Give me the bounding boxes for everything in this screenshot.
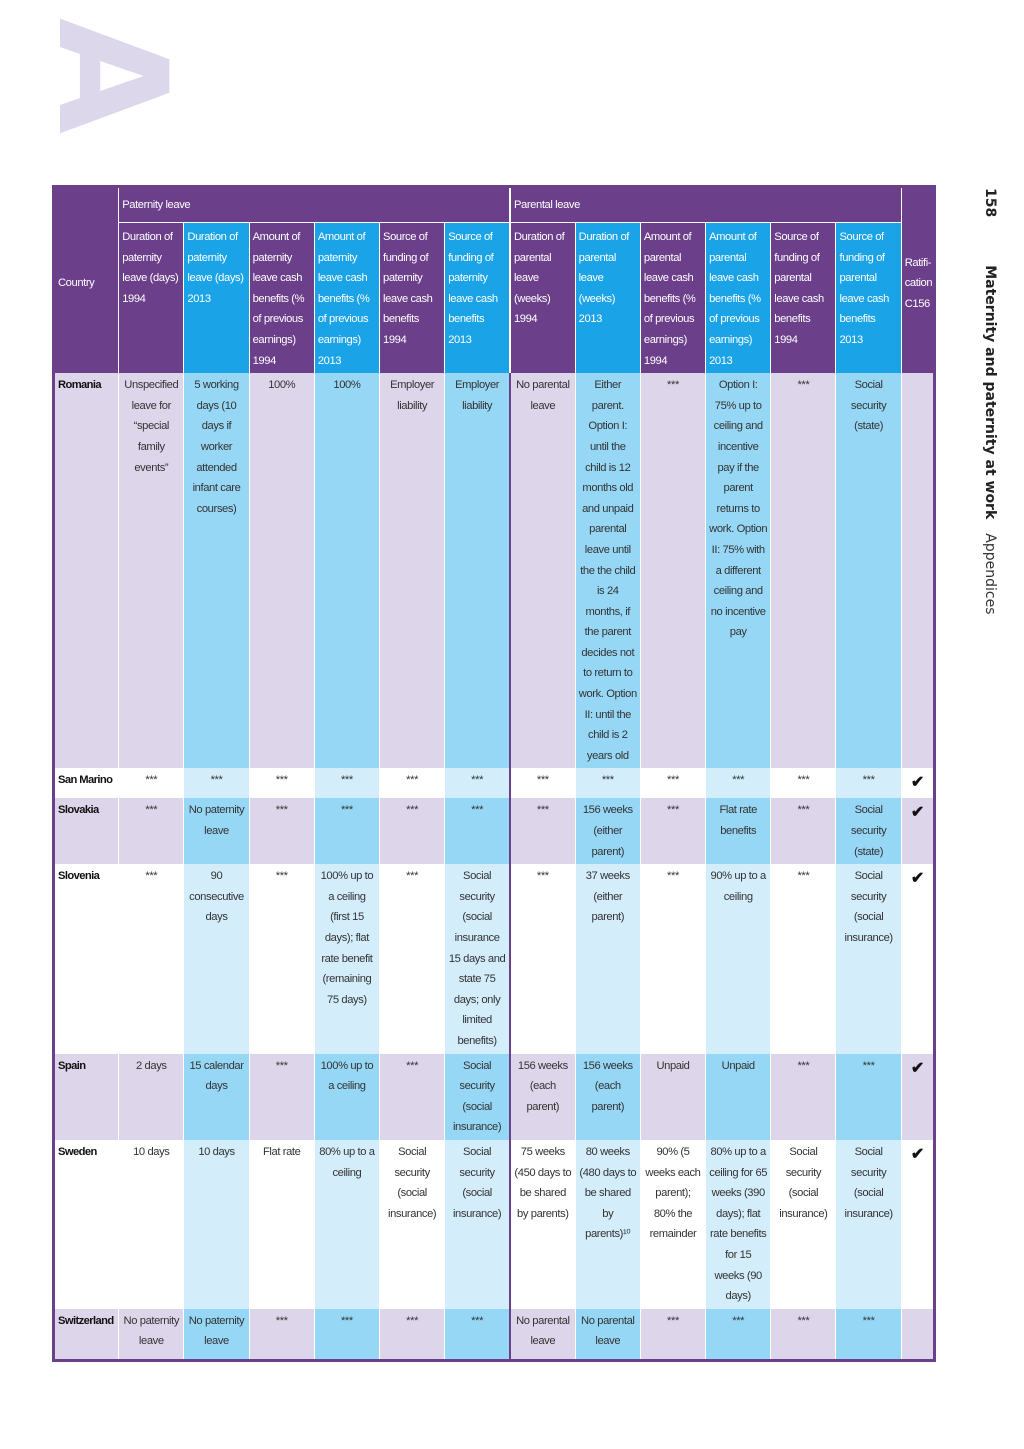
section-name: Appendices: [982, 533, 998, 615]
ratification-checkmark: ✔: [901, 1054, 934, 1140]
table-cell: 80 weeks (480 days to be shared by parents)¹⁰: [575, 1140, 640, 1309]
ratification-checkmark: ✔: [901, 864, 934, 1053]
table-cell: 156 weeks (each parent): [510, 1054, 575, 1140]
table-cell: ***: [640, 864, 705, 1053]
header-paternity-leave: Paternity leave: [119, 187, 510, 223]
header-column: Amount of parental leave cash benefits (% of previous earnings) 1994: [640, 223, 705, 374]
header-column: Source of funding of paternity leave cash benefits 2013: [445, 223, 510, 374]
table-cell: 80% up to a ceiling for 65 weeks (390 days); flat rate benefits for 15 weeks (90 days): [706, 1140, 771, 1309]
country-cell: Sweden: [54, 1140, 119, 1309]
table-cell: 10 days: [184, 1140, 249, 1309]
table-cell: ***: [836, 1054, 901, 1140]
table-cell: ***: [380, 798, 445, 864]
table-cell: ***: [184, 768, 249, 798]
table-cell: 80% up to a ceiling: [314, 1140, 379, 1309]
table-cell: 37 weeks (either parent): [575, 864, 640, 1053]
table-cell: 5 working days (10 days if worker attended infant care courses): [184, 373, 249, 768]
ratification-checkmark: ✔: [901, 798, 934, 864]
table-cell: 156 weeks (each parent): [575, 1054, 640, 1140]
table-cell: 100% up to a ceiling: [314, 1054, 379, 1140]
table-cell: 90% (5 weeks each parent); 80% the remainder: [640, 1140, 705, 1309]
table-cell: ***: [380, 1054, 445, 1140]
table-cell: ***: [706, 1309, 771, 1361]
table-cell: 156 weeks (either parent): [575, 798, 640, 864]
table-cell: ***: [249, 1309, 314, 1361]
table-cell: Social security (social insurance): [836, 864, 901, 1053]
table-cell: 100%: [249, 373, 314, 768]
country-cell: Romania: [54, 373, 119, 768]
table-row: [54, 768, 935, 798]
header-column: Source of funding of parental leave cash benefits 2013: [836, 223, 901, 374]
table-cell: ***: [445, 798, 510, 864]
table-cell: 100% up to a ceiling (first 15 days); flat rate benefit (remaining 75 days): [314, 864, 379, 1053]
table-cell: Social security (social insurance): [445, 1054, 510, 1140]
table-cell: Employer liability: [445, 373, 510, 768]
table-cell: 2 days: [119, 1054, 184, 1140]
country-cell: Slovakia: [54, 798, 119, 864]
page-number: 158: [982, 188, 998, 218]
ratification-cell: [901, 1309, 934, 1361]
appendix-letter: A: [24, 17, 198, 135]
table-cell: 90% up to a ceiling: [706, 864, 771, 1053]
table-row: [54, 1140, 935, 1309]
header-column: Duration of paternity leave (days) 2013: [184, 223, 249, 374]
table-cell: ***: [510, 864, 575, 1053]
header-column: Source of funding of paternity leave cash benefits 1994: [380, 223, 445, 374]
table-cell: 90 consecutive days: [184, 864, 249, 1053]
ratification-checkmark: ✔: [901, 768, 934, 798]
book-title: Maternity and paternity at work: [982, 265, 998, 520]
table-cell: Flat rate benefits: [706, 798, 771, 864]
table-cell: ***: [771, 768, 836, 798]
table-cell: Unpaid: [706, 1054, 771, 1140]
table-cell: ***: [771, 373, 836, 768]
table-cell: ***: [380, 1309, 445, 1361]
table-cell: 15 calendar days: [184, 1054, 249, 1140]
header-column: Duration of paternity leave (days) 1994: [119, 223, 184, 374]
table-cell: ***: [119, 768, 184, 798]
table-cell: No paternity leave: [184, 1309, 249, 1361]
table-cell: No parental leave: [510, 373, 575, 768]
table-cell: ***: [640, 798, 705, 864]
table-cell: ***: [706, 768, 771, 798]
table-cell: ***: [510, 798, 575, 864]
table-cell: ***: [119, 864, 184, 1053]
table-cell: ***: [249, 798, 314, 864]
header-column: Amount of parental leave cash benefits (% of previous earnings) 2013: [706, 223, 771, 374]
table-cell: Flat rate: [249, 1140, 314, 1309]
ratification-cell: [901, 373, 934, 768]
country-cell: Spain: [54, 1054, 119, 1140]
header-parental-leave: Parental leave: [510, 187, 901, 223]
leave-policy-table: [52, 185, 936, 1362]
table-cell: ***: [445, 1309, 510, 1361]
table-cell: ***: [510, 768, 575, 798]
table-cell: Option I: 75% up to ceiling and incentive pay if the parent returns to work. Option II: 75% with a different ceiling and no incentive pay: [706, 373, 771, 768]
country-cell: Switzerland: [54, 1309, 119, 1361]
header-column: Amount of paternity leave cash benefits (% of previous earnings) 2013: [314, 223, 379, 374]
table-cell: ***: [249, 768, 314, 798]
table-cell: Social security (social insurance 15 days and state 75 days; only limited benefits): [445, 864, 510, 1053]
table-cell: Employer liability: [380, 373, 445, 768]
table-cell: Social security (social insurance): [445, 1140, 510, 1309]
header-column: Source of funding of parental leave cash benefits 1994: [771, 223, 836, 374]
table-cell: Unpaid: [640, 1054, 705, 1140]
table-cell: ***: [771, 1309, 836, 1361]
table-cell: ***: [119, 798, 184, 864]
table-row: [54, 1309, 935, 1361]
table-row: [54, 798, 935, 864]
table-cell: ***: [314, 1309, 379, 1361]
table-cell: Social security (social insurance): [771, 1140, 836, 1309]
table-cell: Social security (state): [836, 798, 901, 864]
header-column: Duration of parental leave (weeks) 1994: [510, 223, 575, 374]
table-cell: ***: [771, 798, 836, 864]
table-cell: ***: [249, 1054, 314, 1140]
table-cell: ***: [445, 768, 510, 798]
header-country: Country: [54, 187, 119, 374]
table-cell: ***: [640, 768, 705, 798]
table-cell: ***: [771, 864, 836, 1053]
table-cell: Either parent. Option I: until the child is 12 months old and unpaid parental leave until the the child is 24 months, if the parent decides not to return to work. Option II: until the child is 2 years old: [575, 373, 640, 768]
table-cell: Unspecified leave for “special family events”: [119, 373, 184, 768]
header-column: Duration of parental leave (weeks) 2013: [575, 223, 640, 374]
table-cell: ***: [314, 798, 379, 864]
table-row: [54, 864, 935, 1053]
table-cell: ***: [249, 864, 314, 1053]
table-cell: ***: [380, 864, 445, 1053]
header-column: Amount of paternity leave cash benefits (% of previous earnings) 1994: [249, 223, 314, 374]
table-cell: ***: [575, 768, 640, 798]
country-cell: San Marino: [54, 768, 119, 798]
table-cell: 10 days: [119, 1140, 184, 1309]
table-cell: ***: [771, 1054, 836, 1140]
country-cell: Slovenia: [54, 864, 119, 1053]
table-cell: ***: [836, 768, 901, 798]
table-cell: 100%: [314, 373, 379, 768]
table-cell: ***: [836, 1309, 901, 1361]
running-header: [958, 188, 998, 708]
table-cell: ***: [380, 768, 445, 798]
table-cell: Social security (social insurance): [836, 1140, 901, 1309]
ratification-checkmark: ✔: [901, 1140, 934, 1309]
table-cell: No parental leave: [575, 1309, 640, 1361]
table-row: [54, 373, 935, 768]
table-cell: 75 weeks (450 days to be shared by parents): [510, 1140, 575, 1309]
table-cell: No paternity leave: [119, 1309, 184, 1361]
table-cell: No paternity leave: [184, 798, 249, 864]
table-row: [54, 1054, 935, 1140]
table-cell: ***: [640, 373, 705, 768]
table-cell: ***: [314, 768, 379, 798]
table-cell: ***: [640, 1309, 705, 1361]
table-cell: Social security (state): [836, 373, 901, 768]
header-ratification: Ratifi-cation C156: [901, 187, 934, 374]
table-cell: Social security (social insurance): [380, 1140, 445, 1309]
table-cell: No parental leave: [510, 1309, 575, 1361]
